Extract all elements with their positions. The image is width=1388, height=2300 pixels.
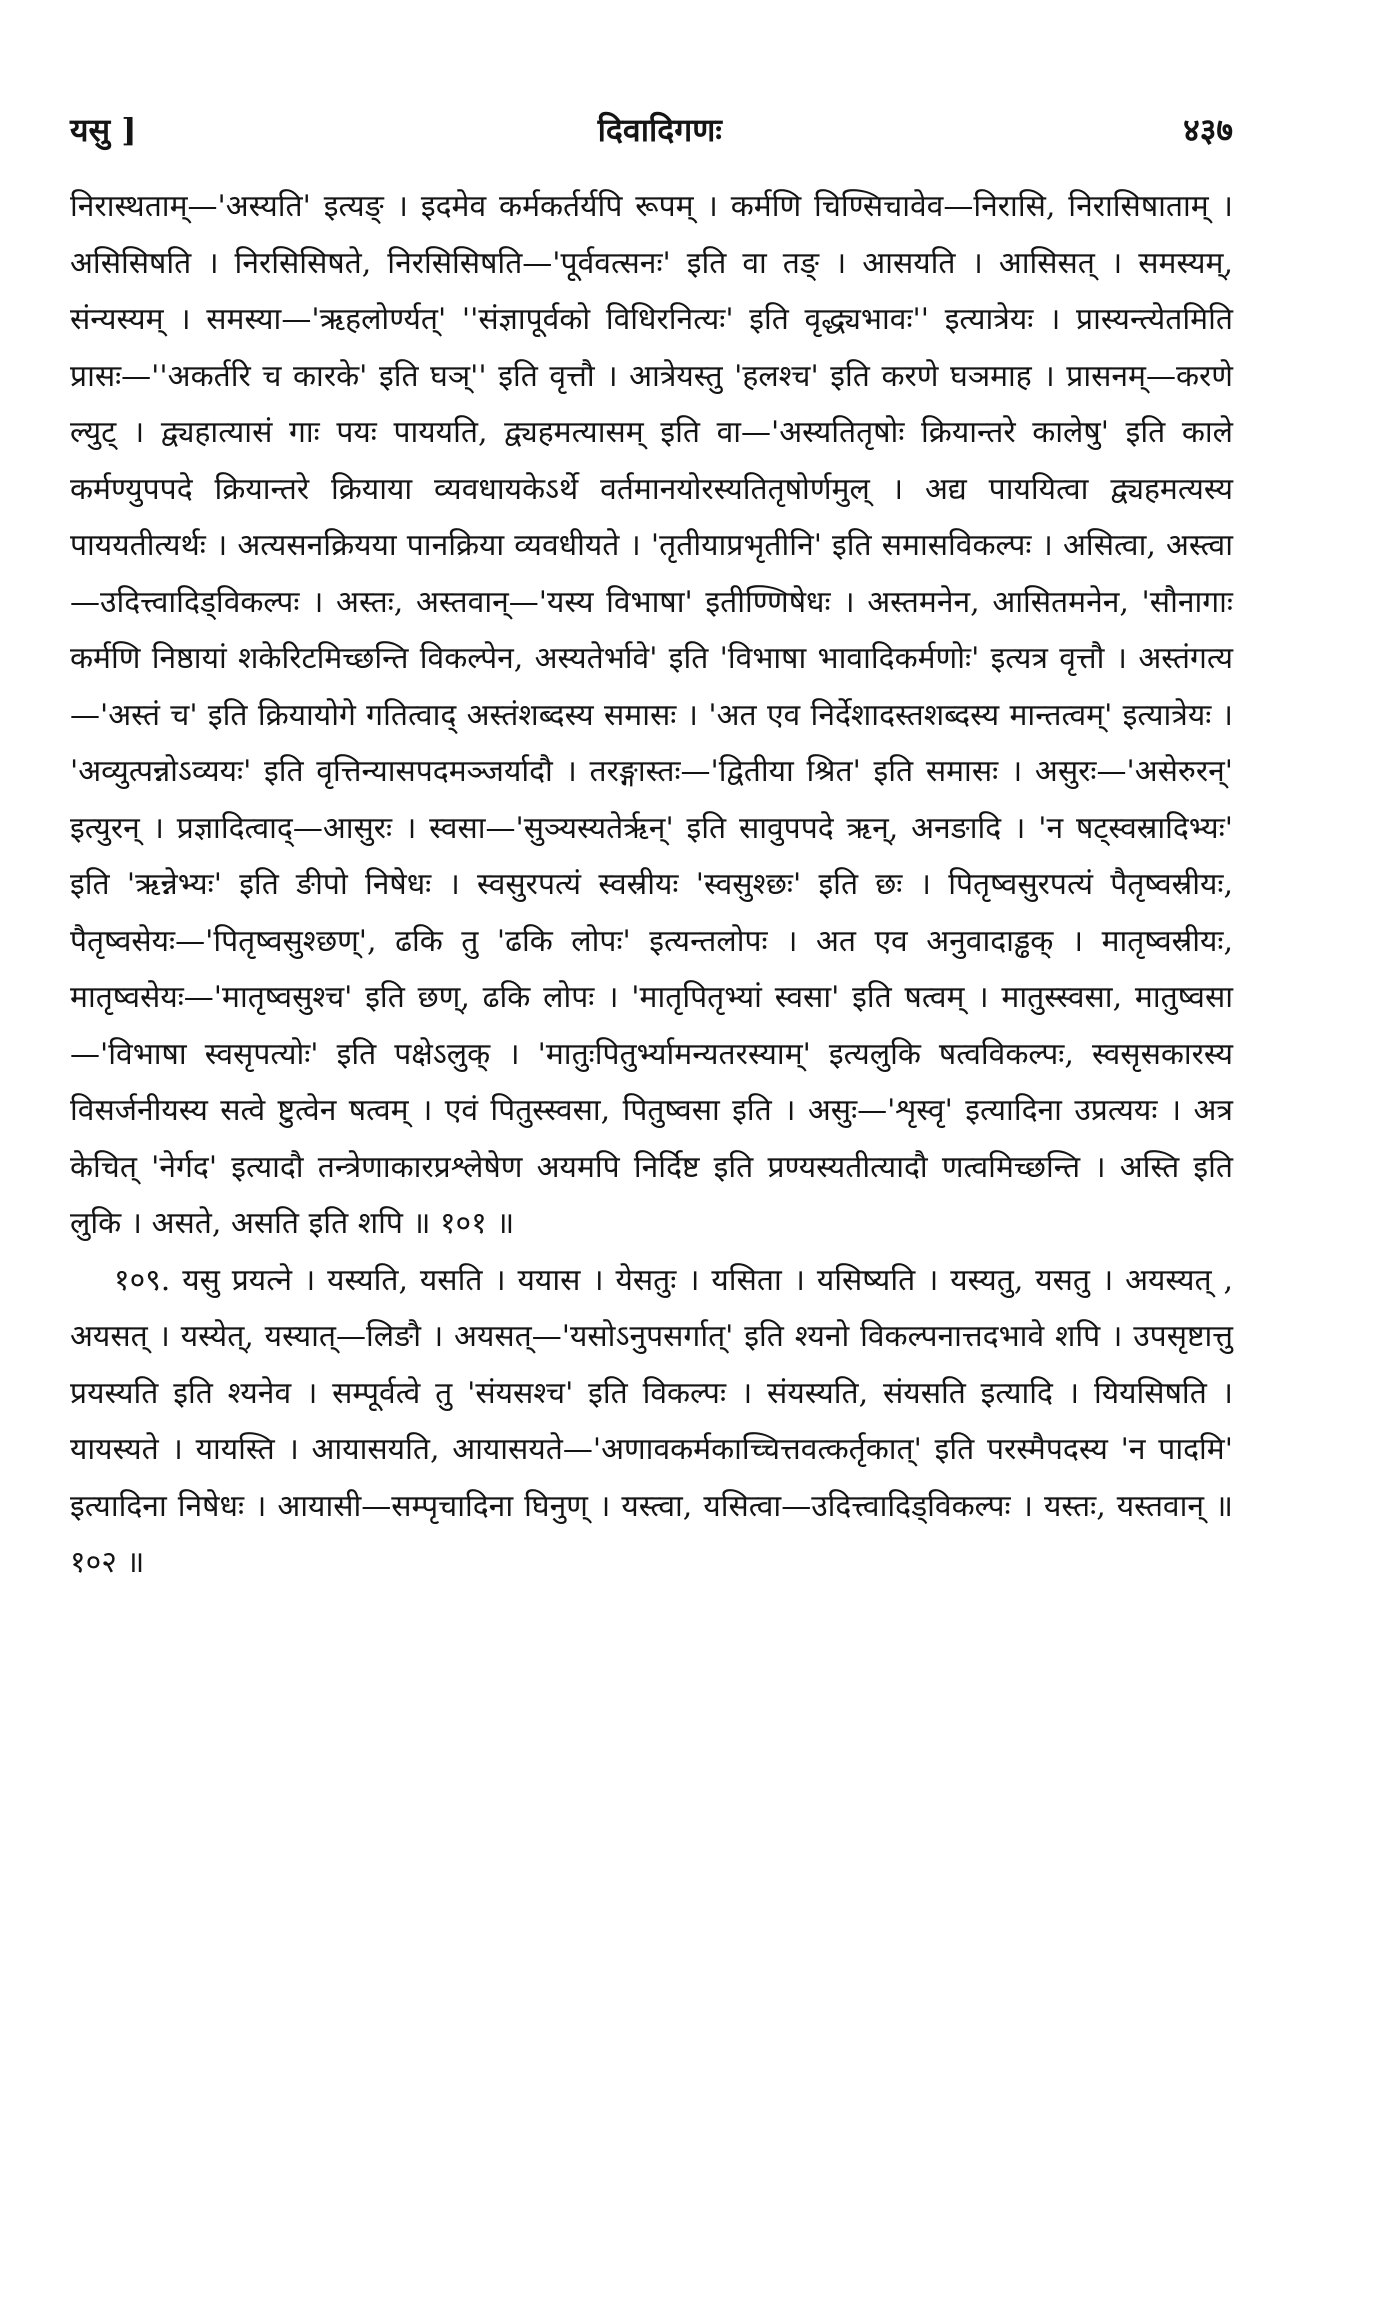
header-root-label: यसु ] (70, 111, 137, 149)
paragraph-yasu-root: १०९. यसु प्रयत्ने । यस्यति, यसति । ययास । येसतुः । यसिता । यसिष्यति । यस्यतु, यसतु । अयस्यत् , अयसत् । यस्येत्, यस्यात्—लिङौ । अयसत्—'यसोऽनुपसर्गात्' इति श्यनो विकल्पनात्तदभावे शपि । उपसृष्टात्तु प्रयस्यति इति श्यनेव । सम्पूर्वत्वे तु 'संयसश्च' इति विकल्पः । संयस्यति, संयसति इत्यादि । यियसिषति । यायस्यते । यायस्ति । आयासयति, आयासयते—'अणावकर्मकाच्चित्तवत्कर्तृकात्' इति परस्मैपदस्य 'न पादमि' इत्यादिना निषेधः । आयासी—सम्पृचादिना घिनुण् । यस्त्वा, यसित्वा—उदित्त्वादिड्विकल्पः । यस्तः, यस्तवान् ॥ १०२ ॥ (70, 1262, 1233, 1580)
paragraph-as-root: निरास्थताम्—'अस्यति' इत्यङ् । इदमेव कर्मकर्तर्यपि रूपम् । कर्मणि चिण्सिचावेव—निरासि, निरासिषाताम् । असिसिषति । निरसिसिषते, निरसिसिषति—'पूर्ववत्सनः' इति वा तङ् । आसयति । आसिसत् । समस्यम्, संन्यस्यम् । समस्या—'ऋहलोर्ण्यत्' ''संज्ञापूर्वको विधिरनित्यः' इति वृद्ध्यभावः'' इत्यात्रेयः । प्रास्यन्त्येतमिति प्रासः—''अकर्तरि च कारके' इति घञ्'' इति वृत्तौ । आत्रेयस्तु 'हलश्च' इति करणे घञमाह । प्रासनम्—करणे ल्युट् । द्व्यहात्यासं गाः पयः पाययति, द्व्यहमत्यासम् इति वा—'अस्यतितृषोः क्रियान्तरे कालेषु' इति काले कर्मण्युपपदे क्रियान्तरे क्रियाया व्यवधायकेऽर्थे वर्तमानयोरस्यतितृषोर्णमुल् । अद्य पाययित्वा द्व्यहमत्यस्य पाययतीत्यर्थः । अत्यसनक्रियया पानक्रिया व्यवधीयते । 'तृतीयाप्रभृतीनि' इति समासविकल्पः । असित्वा, अस्त्वा—उदित्त्वादिड्विकल्पः । अस्तः, अस्तवान्—'यस्य विभाषा' इतीण्णिषेधः । अस्तमनेन, आसितमनेन, 'सौनागाः कर्मणि निष्ठायां शकेरिटमिच्छन्ति विकल्पेन, अस्यतेर्भावे' इति 'विभाषा भावादिकर्मणोः' इत्यत्र वृत्तौ । अस्तंगत्य—'अस्तं च' इति क्रियायोगे गतित्वाद् अस्तंशब्दस्य समासः । 'अत एव निर्देशादस्तशब्दस्य मान्तत्वम्' इत्यात्रेयः । 'अव्युत्पन्नोऽव्ययः' इति वृत्तिन्यासपदमञ्जर्यादौ । तरङ्गास्तः—'द्वितीया श्रित' इति समासः । असुरः—'असेरुरन्' इत्युरन् । प्रज्ञादित्वाद्—आसुरः । स्वसा—'सुञ्यस्यतेर्ऋन्' इति सावुपपदे ऋन्, अनङादि । 'न षट्स्वस्रादिभ्यः' इति 'ऋन्नेभ्यः' इति ङीपो निषेधः । स्वसुरपत्यं स्वस्रीयः 'स्वसुश्छः' इति छः । पितृष्वसुरपत्यं पैतृष्वस्रीयः, पैतृष्वसेयः—'पितृष्वसुश्छण्', ढकि तु 'ढकि लोपः' इत्यन्तलोपः । अत एव अनुवादाड्ढक् । मातृष्वस्रीयः, मातृष्वसेयः—'मातृष्वसुश्च' इति छण्, ढकि लोपः । 'मातृपितृभ्यां स्वसा' इति षत्वम् । मातुस्स्वसा, मातुष्वसा—'विभाषा स्वसृपत्योः' इति पक्षेऽलुक् । 'मातुःपितुर्भ्यामन्यतरस्याम्' इत्यलुकि षत्वविकल्पः, स्वसृसकारस्य विसर्जनीयस्य सत्वे ष्टुत्वेन षत्वम् । एवं पितुस्स्वसा, पितुष्वसा इति । असुः—'शृस्वृ' इत्यादिना उप्रत्ययः । अत्र केचित् 'नेर्गद' इत्यादौ तन्त्रेणाकारप्रश्लेषेण अयमपि निर्दिष्ट इति प्रण्यस्यतीत्यादौ णत्वमिच्छन्ति । अस्ति इति लुकि । असते, असति इति शपि ॥ १०१ ॥ (70, 189, 1234, 1241)
page-number: ४३७ (1183, 111, 1233, 149)
running-header (70, 108, 1233, 151)
header-chapter-title: दिवादिगणः (597, 111, 722, 149)
page-body (70, 179, 1233, 1592)
